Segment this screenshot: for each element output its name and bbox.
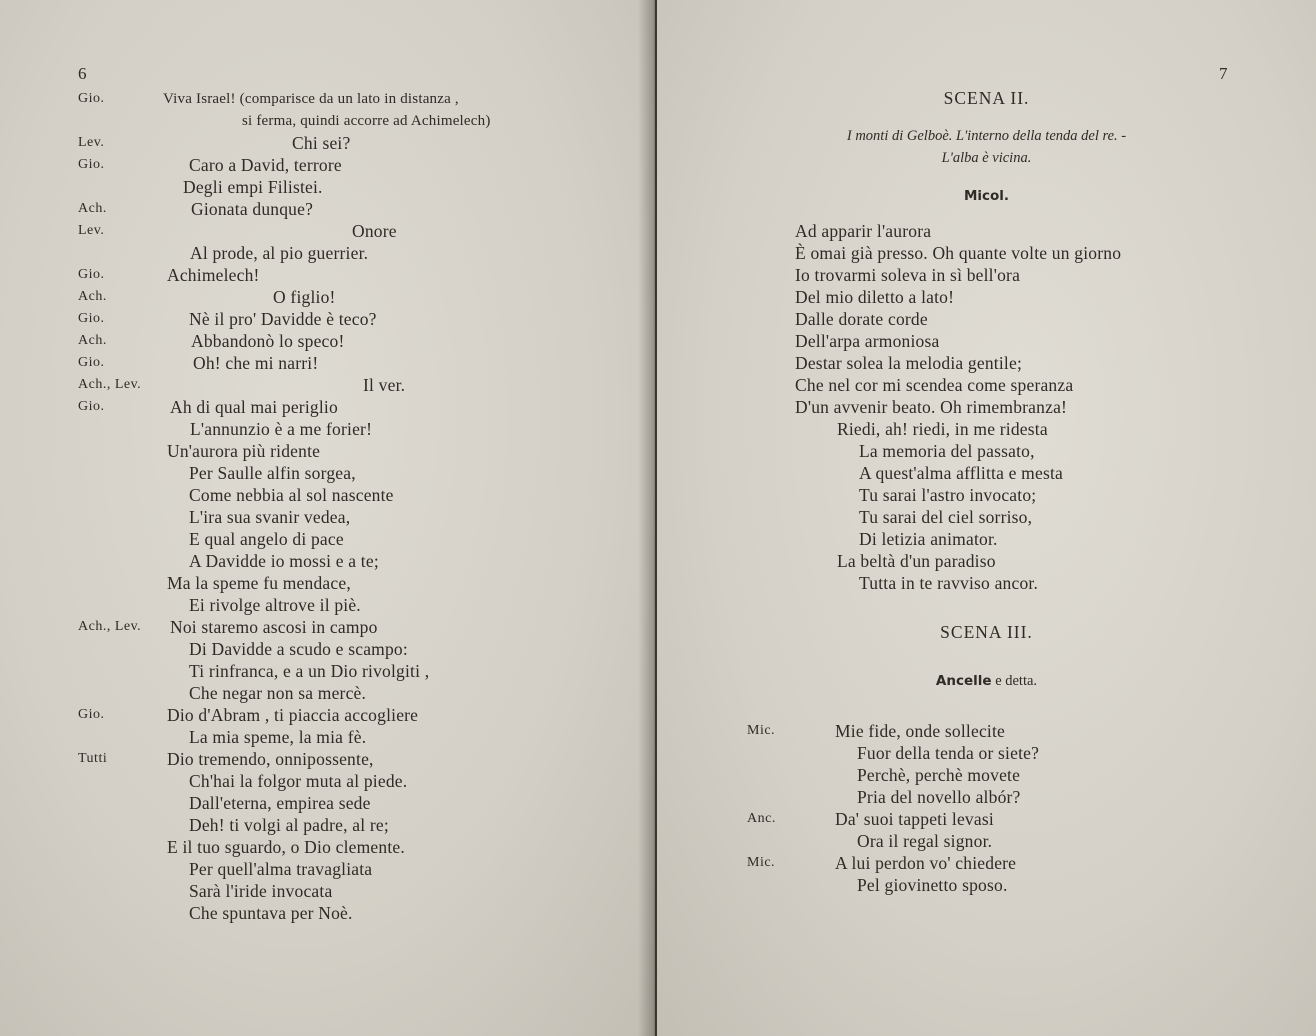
verse-line: Che spuntava per Noè. [189, 903, 353, 923]
verse-line: Degli empi Filistei. [183, 177, 323, 197]
speaker-label: Gio. [78, 355, 105, 370]
character-name-text: Ancelle [935, 673, 992, 689]
verse-line: Dio d'Abram , ti piaccia accogliere [167, 705, 419, 725]
verse-line: Oh! che mi narri! [193, 353, 319, 373]
left-page [0, 0, 655, 1036]
page-number: 6 [78, 64, 87, 83]
verse-line: Achimelech! [167, 265, 260, 285]
verse-line: Dall'eterna, empirea sede [189, 793, 371, 813]
speaker-label: Ach., Lev. [78, 377, 142, 392]
verse-line: Viva Israel! (comparisce da un lato in distanza , [163, 91, 459, 107]
speaker-label: Mic. [747, 855, 776, 870]
speaker-label: Anc. [747, 811, 776, 826]
verse-line: A Davidde io mossi e a te; [189, 551, 379, 571]
speaker-label: Lev. [78, 135, 105, 150]
scene-title: SCENA III. [940, 622, 1033, 642]
verse-line: Del mio diletto a lato! [795, 287, 955, 307]
verse-line: Per Saulle alfin sorgea, [189, 463, 356, 483]
verse-line: La mia speme, la mia fè. [189, 727, 367, 747]
character-name [657, 673, 1316, 690]
verse-line: D'un avvenir beato. Oh rimembranza! [795, 397, 1068, 417]
speaker-label: Ach., Lev. [78, 619, 142, 634]
verse-line: Da' suoi tappeti levasi [835, 809, 994, 829]
verse-line: Ora il regal signor. [857, 831, 993, 851]
verse-line: Gionata dunque? [191, 199, 314, 219]
verse-line: Il ver. [363, 375, 406, 395]
verse-line: Tutta in te ravviso ancor. [859, 573, 1039, 593]
verse-line: A lui perdon vo' chiedere [835, 853, 1017, 873]
verse-line: Pel giovinetto sposo. [857, 875, 1008, 895]
verse-line: Un'aurora più ridente [167, 441, 321, 461]
verse-line: Che nel cor mi scendea come speranza [795, 375, 1074, 395]
scene-title: SCENA II. [943, 88, 1030, 108]
speaker-label: Gio. [78, 267, 105, 282]
verse-line: La beltà d'un paradiso [837, 551, 996, 571]
verse-line: La memoria del passato, [859, 441, 1035, 461]
verse-line: Onore [352, 221, 397, 241]
verse-line: Tu sarai l'astro invocato; [859, 485, 1037, 505]
verse-line: Pria del novello albór? [857, 787, 1021, 807]
speaker-label: Ach. [78, 201, 107, 216]
stage-direction: L'alba è vicina. [941, 150, 1032, 166]
speaker-label: Gio. [78, 707, 105, 722]
verse-line: L'annunzio è a me forier! [190, 419, 373, 439]
verse-line: Deh! ti volgi al padre, al re; [189, 815, 389, 835]
speaker-label: Lev. [78, 223, 105, 238]
verse-line: L'ira sua svanir vedea, [189, 507, 351, 527]
verse-line: Mie fide, onde sollecite [835, 721, 1006, 741]
speaker-label: Tutti [78, 751, 108, 766]
verse-line: Dio tremendo, onnipossente, [167, 749, 374, 769]
verse-line: Che negar non sa mercè. [189, 683, 367, 703]
verse-line: Dell'arpa armoniosa [795, 331, 940, 351]
verse-line: Nè il pro' Davidde è teco? [189, 309, 377, 329]
verse-line: Tu sarai del ciel sorriso, [859, 507, 1033, 527]
verse-line: Caro a David, terrore [189, 155, 342, 175]
verse-line: Chi sei? [292, 133, 351, 153]
verse-line: E il tuo sguardo, o Dio clemente. [167, 837, 405, 857]
verse-line: Ah di qual mai periglio [170, 397, 338, 417]
speaker-label: Gio. [78, 399, 105, 414]
verse-line: si ferma, quindi accorre ad Achimelech) [242, 113, 491, 129]
verse-line: Di Davidde a scudo e scampo: [189, 639, 408, 659]
right-page [657, 0, 1316, 1036]
character-suffix: e detta. [995, 673, 1038, 689]
speaker-label: Ach. [78, 333, 107, 348]
verse-line: Noi staremo ascosi in campo [170, 617, 378, 637]
speaker-label: Gio. [78, 91, 105, 106]
verse-line: Destar solea la melodia gentile; [795, 353, 1023, 373]
verse-line: È omai già presso. Oh quante volte un giorno [795, 243, 1122, 263]
verse-line: Fuor della tenda or siete? [857, 743, 1040, 763]
verse-line: Riedi, ah! riedi, in me ridesta [837, 419, 1048, 439]
verse-line: Sarà l'iride invocata [189, 881, 333, 901]
speaker-label: Gio. [78, 157, 105, 172]
verse-line: Ti rinfranca, e a un Dio rivolgiti , [189, 661, 430, 681]
verse-line: E qual angelo di pace [189, 529, 344, 549]
character-name-text: Micol. [963, 188, 1010, 204]
speaker-label: Ach. [78, 289, 107, 304]
speaker-label: Mic. [747, 723, 776, 738]
verse-line: Ei rivolge altrove il piè. [189, 595, 361, 615]
verse-line: Ma la speme fu mendace, [167, 573, 351, 593]
verse-line: Di letizia animator. [859, 529, 998, 549]
verse-line: Perchè, perchè movete [857, 765, 1021, 785]
speaker-label: Gio. [78, 311, 105, 326]
verse-line: Come nebbia al sol nascente [189, 485, 394, 505]
verse-line: Al prode, al pio guerrier. [190, 243, 369, 263]
page-number: 7 [1219, 64, 1228, 83]
verse-line: Abbandonò lo speco! [191, 331, 345, 351]
stage-direction: I monti di Gelboè. L'interno della tenda del re. - [846, 128, 1127, 144]
verse-line: Io trovarmi soleva in sì bell'ora [795, 265, 1021, 285]
verse-line: Ad apparir l'aurora [795, 221, 932, 241]
character-name [657, 188, 1316, 205]
verse-line: Per quell'alma travagliata [189, 859, 373, 879]
verse-line: O figlio! [273, 287, 336, 307]
verse-line: Dalle dorate corde [795, 309, 928, 329]
verse-line: A quest'alma afflitta e mesta [859, 463, 1063, 483]
verse-line: Ch'hai la folgor muta al piede. [189, 771, 408, 791]
